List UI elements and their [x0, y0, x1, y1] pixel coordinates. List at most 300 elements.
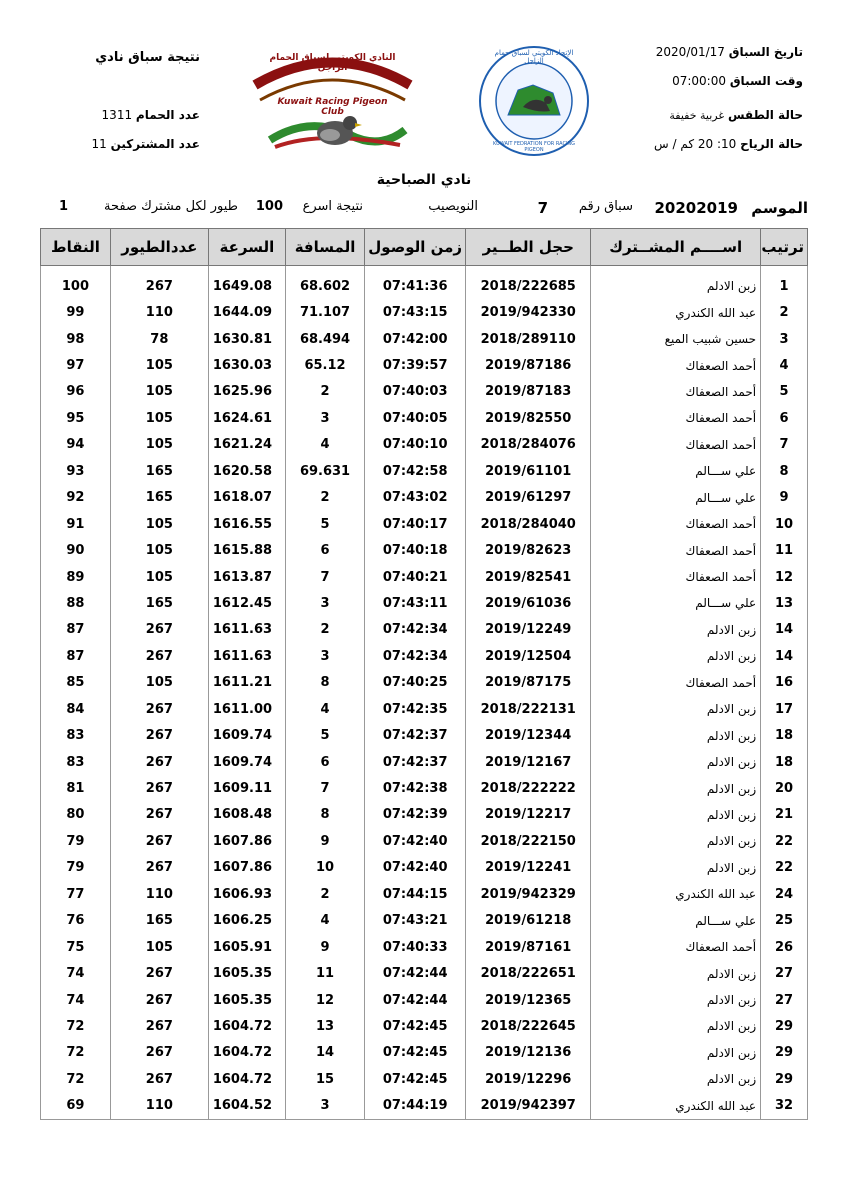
cell-speed: 1611.00: [208, 696, 285, 722]
cell-birds: 267: [110, 273, 208, 299]
cell-ring: 2019/942329: [466, 881, 591, 907]
season-value: 20202019: [654, 199, 738, 217]
table-row: [41, 828, 808, 854]
cell-speed: 1618.07: [208, 485, 285, 511]
cell-speed: 1604.72: [208, 1066, 285, 1092]
table-row: [41, 855, 808, 881]
cell-distance: 2: [285, 617, 364, 643]
cell-arrival: 07:40:18: [365, 537, 466, 563]
cell-name: أحمد الصعفاك: [591, 432, 761, 458]
cell-distance: 2: [285, 379, 364, 405]
table-row: [41, 537, 808, 563]
cell-distance: 3: [285, 590, 364, 616]
cell-name: زبن الادلم: [591, 749, 761, 775]
race-time: وقت السباق 07:00:00: [672, 74, 803, 88]
cell-arrival: 07:42:44: [365, 987, 466, 1013]
cell-speed: 1605.35: [208, 987, 285, 1013]
cell-birds: 105: [110, 432, 208, 458]
cell-distance: 14: [285, 1040, 364, 1066]
cell-birds: 165: [110, 590, 208, 616]
page-number: 1: [58, 199, 68, 214]
participant-count: عدد المشتركين 11: [91, 137, 200, 151]
cell-name: عبد الله الكندري: [591, 1093, 761, 1120]
cell-distance: 68.602: [285, 273, 364, 299]
cell-distance: 13: [285, 1013, 364, 1039]
race-no-label: سباق رقم: [578, 199, 633, 214]
cell-points: 94: [41, 432, 111, 458]
cell-arrival: 07:43:15: [365, 299, 466, 325]
cell-birds: 105: [110, 352, 208, 378]
table-row: [41, 987, 808, 1013]
cell-ring: 2019/942397: [466, 1093, 591, 1120]
cell-points: 84: [41, 696, 111, 722]
cell-birds: 105: [110, 379, 208, 405]
cell-arrival: 07:42:34: [365, 617, 466, 643]
cell-arrival: 07:44:19: [365, 1093, 466, 1120]
cell-ring: 2018/222685: [466, 273, 591, 299]
cell-ring: 2019/82623: [466, 537, 591, 563]
cell-distance: 68.494: [285, 326, 364, 352]
cell-distance: 2: [285, 881, 364, 907]
cell-arrival: 07:42:58: [365, 458, 466, 484]
cell-arrival: 07:42:45: [365, 1066, 466, 1092]
cell-points: 92: [41, 485, 111, 511]
cell-rank: 7: [761, 432, 808, 458]
cell-rank: 29: [761, 1066, 808, 1092]
season-label: الموسم: [751, 199, 808, 217]
cell-name: عبد الله الكندري: [591, 881, 761, 907]
cell-ring: 2019/87161: [466, 934, 591, 960]
cell-points: 89: [41, 564, 111, 590]
cell-ring: 2019/61297: [466, 485, 591, 511]
race-meta: [40, 199, 808, 223]
cell-ring: 2019/12296: [466, 1066, 591, 1092]
cell-speed: 1609.74: [208, 749, 285, 775]
cell-birds: 267: [110, 802, 208, 828]
cell-arrival: 07:42:45: [365, 1013, 466, 1039]
spacer-row: [41, 266, 808, 274]
cell-ring: 2019/12217: [466, 802, 591, 828]
cell-points: 96: [41, 379, 111, 405]
cell-speed: 1605.35: [208, 960, 285, 986]
cell-distance: 11: [285, 960, 364, 986]
cell-points: 95: [41, 405, 111, 431]
cell-name: زبن الادلم: [591, 802, 761, 828]
cell-ring: 2019/12136: [466, 1040, 591, 1066]
cell-name: زبن الادلم: [591, 775, 761, 801]
cell-birds: 165: [110, 458, 208, 484]
per-page-label: طيور لكل مشترك صفحة: [104, 199, 238, 214]
cell-name: زبن الادلم: [591, 828, 761, 854]
col-distance: المسافة: [285, 229, 364, 266]
cell-rank: 18: [761, 749, 808, 775]
cell-name: زبن الادلم: [591, 617, 761, 643]
cell-rank: 29: [761, 1040, 808, 1066]
cell-ring: 2018/222222: [466, 775, 591, 801]
cell-speed: 1615.88: [208, 537, 285, 563]
cell-distance: 5: [285, 722, 364, 748]
cell-points: 77: [41, 881, 111, 907]
cell-ring: 2019/12365: [466, 987, 591, 1013]
cell-arrival: 07:42:00: [365, 326, 466, 352]
cell-arrival: 07:44:15: [365, 881, 466, 907]
table-row: [41, 802, 808, 828]
club-logo-subtext: Kuwait Racing Pigeon Club: [277, 97, 388, 117]
cell-speed: 1607.86: [208, 828, 285, 854]
club-logo-text: النادي الكويتي لسباق الحمام الزاجل: [269, 53, 396, 73]
cell-distance: 65.12: [285, 352, 364, 378]
federation-logo-subtext: KUWAIT FEDRATION FOR RACING PIGEON: [492, 141, 576, 153]
cell-distance: 6: [285, 749, 364, 775]
cell-distance: 2: [285, 485, 364, 511]
cell-distance: 4: [285, 432, 364, 458]
col-participant: اســــم المشــترك: [591, 229, 761, 266]
table-row: [41, 670, 808, 696]
cell-rank: 27: [761, 987, 808, 1013]
cell-birds: 165: [110, 908, 208, 934]
cell-rank: 32: [761, 1093, 808, 1120]
cell-points: 90: [41, 537, 111, 563]
federation-logo-text: الإتحاد الكويتي لسباق حمام الزاجل: [494, 49, 574, 65]
cell-rank: 14: [761, 617, 808, 643]
cell-speed: 1611.21: [208, 670, 285, 696]
race-date: تاريخ السباق 2020/01/17: [655, 45, 803, 59]
cell-ring: 2019/61036: [466, 590, 591, 616]
cell-rank: 24: [761, 881, 808, 907]
table-row: [41, 352, 808, 378]
table-row: [41, 1040, 808, 1066]
cell-rank: 25: [761, 908, 808, 934]
cell-arrival: 07:42:45: [365, 1040, 466, 1066]
cell-name: زبن الادلم: [591, 1066, 761, 1092]
cell-ring: 2019/12167: [466, 749, 591, 775]
cell-distance: 9: [285, 934, 364, 960]
cell-rank: 17: [761, 696, 808, 722]
cell-distance: 12: [285, 987, 364, 1013]
cell-distance: 3: [285, 1093, 364, 1120]
cell-name: زبن الادلم: [591, 722, 761, 748]
cell-birds: 105: [110, 405, 208, 431]
cell-birds: 267: [110, 855, 208, 881]
cell-arrival: 07:40:33: [365, 934, 466, 960]
result-label: نتيجة اسرع: [302, 199, 363, 214]
cell-points: 69: [41, 1093, 111, 1120]
cell-name: زبن الادلم: [591, 1040, 761, 1066]
cell-ring: 2019/61218: [466, 908, 591, 934]
cell-rank: 27: [761, 960, 808, 986]
cell-distance: 4: [285, 696, 364, 722]
cell-ring: 2019/12249: [466, 617, 591, 643]
cell-arrival: 07:40:10: [365, 432, 466, 458]
weather: حالة الطقس غربية خفيفة: [669, 108, 803, 122]
cell-ring: 2019/87183: [466, 379, 591, 405]
cell-distance: 7: [285, 775, 364, 801]
cell-rank: 22: [761, 828, 808, 854]
cell-arrival: 07:40:05: [365, 405, 466, 431]
cell-speed: 1604.72: [208, 1013, 285, 1039]
result-count: 100: [255, 199, 283, 214]
cell-arrival: 07:40:17: [365, 511, 466, 537]
cell-points: 80: [41, 802, 111, 828]
club-logo: [250, 45, 415, 160]
cell-name: أحمد الصعفاك: [591, 537, 761, 563]
cell-points: 98: [41, 326, 111, 352]
cell-name: أحمد الصعفاك: [591, 934, 761, 960]
page-title: نتيجة سباق نادي: [95, 50, 200, 65]
table-row: [41, 749, 808, 775]
table-row: [41, 511, 808, 537]
cell-birds: 110: [110, 299, 208, 325]
cell-points: 79: [41, 828, 111, 854]
cell-arrival: 07:41:36: [365, 273, 466, 299]
cell-arrival: 07:43:11: [365, 590, 466, 616]
cell-name: حسين شبيب الميع: [591, 326, 761, 352]
cell-birds: 267: [110, 1040, 208, 1066]
table-row: [41, 405, 808, 431]
cell-ring: 2019/87175: [466, 670, 591, 696]
cell-speed: 1606.93: [208, 881, 285, 907]
cell-birds: 105: [110, 537, 208, 563]
cell-points: 74: [41, 960, 111, 986]
cell-rank: 11: [761, 537, 808, 563]
cell-points: 72: [41, 1066, 111, 1092]
table-row: [41, 722, 808, 748]
cell-birds: 165: [110, 485, 208, 511]
cell-points: 83: [41, 722, 111, 748]
cell-ring: 2019/82550: [466, 405, 591, 431]
wind: حالة الرياح 10: 20 كم / س: [654, 137, 803, 151]
cell-rank: 21: [761, 802, 808, 828]
cell-arrival: 07:42:35: [365, 696, 466, 722]
cell-points: 79: [41, 855, 111, 881]
cell-arrival: 07:42:40: [365, 855, 466, 881]
cell-distance: 4: [285, 908, 364, 934]
cell-distance: 71.107: [285, 299, 364, 325]
cell-points: 91: [41, 511, 111, 537]
cell-name: زبن الادلم: [591, 1013, 761, 1039]
cell-name: أحمد الصعفاك: [591, 564, 761, 590]
cell-speed: 1605.91: [208, 934, 285, 960]
cell-distance: 69.631: [285, 458, 364, 484]
cell-points: 76: [41, 908, 111, 934]
cell-rank: 4: [761, 352, 808, 378]
cell-name: أحمد الصعفاك: [591, 352, 761, 378]
cell-ring: 2019/12504: [466, 643, 591, 669]
cell-distance: 15: [285, 1066, 364, 1092]
cell-name: أحمد الصعفاك: [591, 670, 761, 696]
cell-ring: 2019/12241: [466, 855, 591, 881]
cell-rank: 22: [761, 855, 808, 881]
cell-birds: 267: [110, 696, 208, 722]
cell-ring: 2018/284076: [466, 432, 591, 458]
cell-ring: 2018/222131: [466, 696, 591, 722]
cell-name: زبن الادلم: [591, 696, 761, 722]
table-row: [41, 273, 808, 299]
cell-speed: 1621.24: [208, 432, 285, 458]
table-row: [41, 326, 808, 352]
cell-points: 87: [41, 617, 111, 643]
cell-birds: 105: [110, 934, 208, 960]
cell-speed: 1644.09: [208, 299, 285, 325]
cell-points: 72: [41, 1013, 111, 1039]
table-row: [41, 1013, 808, 1039]
cell-birds: 267: [110, 749, 208, 775]
cell-distance: 3: [285, 643, 364, 669]
cell-speed: 1649.08: [208, 273, 285, 299]
cell-speed: 1607.86: [208, 855, 285, 881]
race-location: النويصيب: [428, 199, 478, 214]
table-row: [41, 1066, 808, 1092]
cell-arrival: 07:40:03: [365, 379, 466, 405]
col-ring: حجل الطــير: [466, 229, 591, 266]
cell-arrival: 07:43:21: [365, 908, 466, 934]
cell-ring: 2019/942330: [466, 299, 591, 325]
cell-name: زبن الادلم: [591, 855, 761, 881]
table-row: [41, 908, 808, 934]
cell-speed: 1630.81: [208, 326, 285, 352]
cell-ring: 2019/61101: [466, 458, 591, 484]
table-row: [41, 617, 808, 643]
cell-birds: 110: [110, 1093, 208, 1120]
cell-name: علي ســـالم: [591, 908, 761, 934]
cell-rank: 1: [761, 273, 808, 299]
cell-distance: 8: [285, 802, 364, 828]
cell-arrival: 07:42:34: [365, 643, 466, 669]
cell-points: 97: [41, 352, 111, 378]
pigeon-count: عدد الحمام 1311: [101, 108, 200, 122]
cell-distance: 5: [285, 511, 364, 537]
cell-rank: 5: [761, 379, 808, 405]
federation-logo: [478, 45, 590, 157]
cell-birds: 267: [110, 775, 208, 801]
cell-rank: 10: [761, 511, 808, 537]
cell-points: 81: [41, 775, 111, 801]
cell-speed: 1611.63: [208, 643, 285, 669]
col-rank: ترتيب: [761, 229, 808, 266]
cell-speed: 1624.61: [208, 405, 285, 431]
cell-arrival: 07:42:37: [365, 722, 466, 748]
cell-birds: 78: [110, 326, 208, 352]
cell-birds: 267: [110, 722, 208, 748]
cell-ring: 2018/284040: [466, 511, 591, 537]
cell-rank: 8: [761, 458, 808, 484]
cell-name: زبن الادلم: [591, 643, 761, 669]
cell-speed: 1616.55: [208, 511, 285, 537]
cell-distance: 10: [285, 855, 364, 881]
table-row: [41, 458, 808, 484]
col-points: النقاط: [41, 229, 111, 266]
cell-arrival: 07:42:40: [365, 828, 466, 854]
cell-distance: 6: [285, 537, 364, 563]
cell-points: 99: [41, 299, 111, 325]
cell-rank: 6: [761, 405, 808, 431]
table-row: [41, 432, 808, 458]
cell-rank: 9: [761, 485, 808, 511]
cell-arrival: 07:42:44: [365, 960, 466, 986]
table-header: [41, 229, 808, 266]
cell-arrival: 07:42:38: [365, 775, 466, 801]
cell-distance: 8: [285, 670, 364, 696]
cell-distance: 7: [285, 564, 364, 590]
cell-ring: 2019/12344: [466, 722, 591, 748]
cell-ring: 2019/87186: [466, 352, 591, 378]
cell-name: علي ســـالم: [591, 485, 761, 511]
cell-arrival: 07:42:37: [365, 749, 466, 775]
cell-birds: 267: [110, 987, 208, 1013]
cell-rank: 2: [761, 299, 808, 325]
cell-ring: 2018/222645: [466, 1013, 591, 1039]
cell-arrival: 07:40:25: [365, 670, 466, 696]
cell-name: عبد الله الكندري: [591, 299, 761, 325]
cell-name: علي ســـالم: [591, 458, 761, 484]
cell-name: أحمد الصعفاك: [591, 379, 761, 405]
cell-birds: 267: [110, 1066, 208, 1092]
table-row: [41, 299, 808, 325]
table-row: [41, 960, 808, 986]
race-no-value: 7: [537, 199, 548, 217]
cell-rank: 29: [761, 1013, 808, 1039]
cell-arrival: 07:39:57: [365, 352, 466, 378]
cell-birds: 105: [110, 511, 208, 537]
cell-rank: 18: [761, 722, 808, 748]
table-row: [41, 881, 808, 907]
cell-rank: 13: [761, 590, 808, 616]
cell-speed: 1612.45: [208, 590, 285, 616]
cell-birds: 105: [110, 670, 208, 696]
cell-birds: 267: [110, 643, 208, 669]
cell-arrival: 07:42:39: [365, 802, 466, 828]
table-row: [41, 775, 808, 801]
cell-speed: 1608.48: [208, 802, 285, 828]
cell-arrival: 07:43:02: [365, 485, 466, 511]
cell-name: علي ســـالم: [591, 590, 761, 616]
cell-rank: 3: [761, 326, 808, 352]
cell-rank: 12: [761, 564, 808, 590]
cell-points: 88: [41, 590, 111, 616]
cell-ring: 2018/222651: [466, 960, 591, 986]
cell-name: زبن الادلم: [591, 273, 761, 299]
cell-birds: 267: [110, 960, 208, 986]
cell-speed: 1613.87: [208, 564, 285, 590]
cell-points: 87: [41, 643, 111, 669]
cell-points: 75: [41, 934, 111, 960]
col-arrival: زمن الوصول: [365, 229, 466, 266]
results-table: [40, 228, 808, 1120]
table-row: [41, 590, 808, 616]
cell-birds: 267: [110, 828, 208, 854]
cell-birds: 267: [110, 1013, 208, 1039]
table-row: [41, 1093, 808, 1120]
cell-name: أحمد الصعفاك: [591, 405, 761, 431]
table-row: [41, 934, 808, 960]
cell-speed: 1625.96: [208, 379, 285, 405]
cell-name: زبن الادلم: [591, 960, 761, 986]
cell-points: 93: [41, 458, 111, 484]
cell-points: 85: [41, 670, 111, 696]
col-speed: السرعة: [208, 229, 285, 266]
cell-speed: 1630.03: [208, 352, 285, 378]
club-name: نادي الصباحية: [376, 172, 472, 188]
table-row: [41, 564, 808, 590]
cell-distance: 9: [285, 828, 364, 854]
cell-points: 74: [41, 987, 111, 1013]
cell-rank: 14: [761, 643, 808, 669]
cell-points: 72: [41, 1040, 111, 1066]
cell-arrival: 07:40:21: [365, 564, 466, 590]
cell-birds: 105: [110, 564, 208, 590]
cell-speed: 1609.74: [208, 722, 285, 748]
col-birds: عددالطيور: [110, 229, 208, 266]
